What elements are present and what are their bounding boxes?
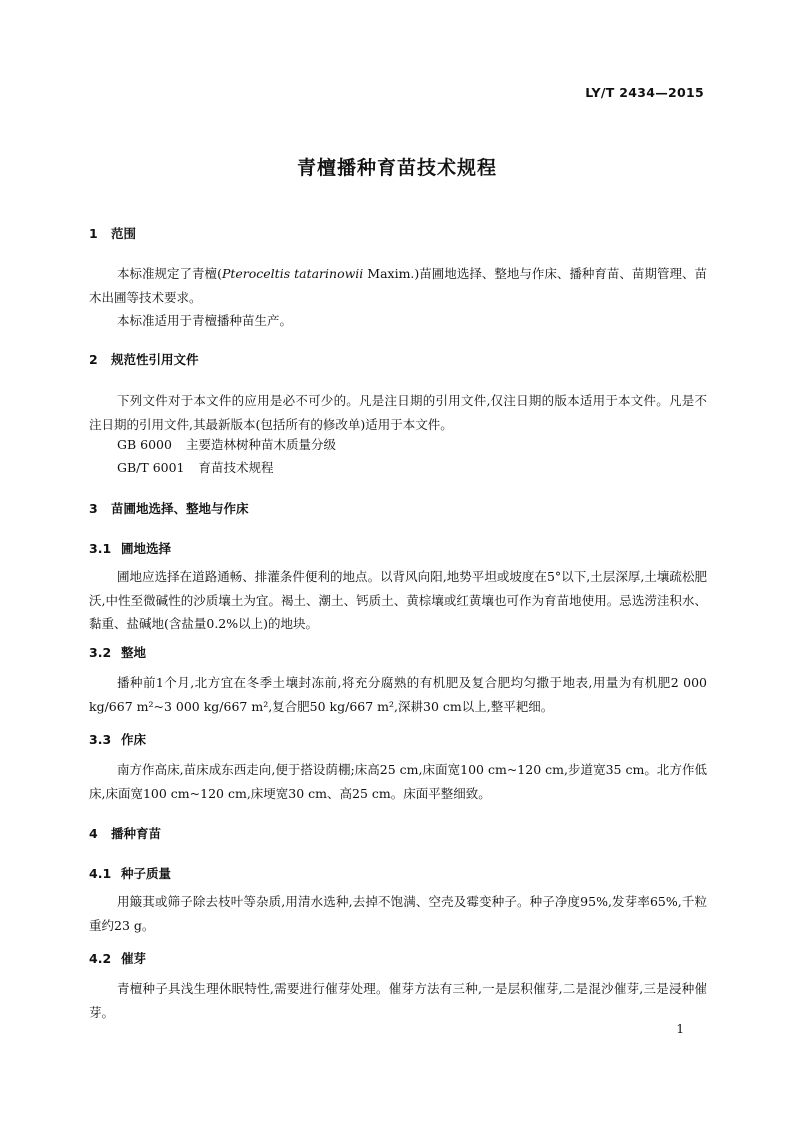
- standard-code: LY/T 2434—2015: [585, 85, 704, 100]
- normative-reference: [117, 456, 274, 480]
- reference-title: 育苗技术规程: [198, 460, 274, 475]
- section-number: 2: [89, 352, 98, 367]
- subsection-title: 种子质量: [121, 866, 172, 881]
- section-1-heading: [89, 225, 136, 243]
- subsection-number: 4.2: [89, 951, 112, 966]
- section-title: 苗圃地选择、整地与作床: [111, 501, 249, 516]
- reference-code: GB/T 6001: [117, 460, 185, 475]
- section-2-heading: [89, 351, 199, 369]
- subsection-3-3-paragraph: 南方作高床,苗床成东西走向,便于搭设荫棚;床高25 cm,床面宽100 cm~120 cm,步道宽35 cm。北方作低床,床面宽100 cm~120 cm,床埂宽30 cm、高25 cm。床面平整细致。: [89, 762, 707, 801]
- subsection-number: 3.2: [89, 645, 112, 660]
- subsection-title: 圃地选择: [121, 541, 172, 556]
- subsection-number: 3.1: [89, 541, 112, 556]
- section-title: 范围: [111, 226, 137, 241]
- section-title: 播种育苗: [111, 826, 162, 841]
- subsection-number: 4.1: [89, 866, 112, 881]
- section-number: 3: [89, 501, 98, 516]
- subsection-title: 作床: [121, 732, 147, 747]
- section-2-paragraph: 下列文件对于本文件的应用是必不可少的。凡是注日期的引用文件,仅注日期的版本适用于本文件。凡是不注日期的引用文件,其最新版本(包括所有的修改单)适用于本文件。: [89, 393, 707, 432]
- subsection-title: 催芽: [121, 951, 147, 966]
- subsection-4-2-paragraph: 青檀种子具浅生理休眠特性,需要进行催芽处理。催芽方法有三种,一是层积催芽,二是混沙催芽,三是浸种催芽。: [89, 981, 707, 1020]
- page-number: 1: [676, 1022, 684, 1036]
- section-number: 1: [89, 226, 98, 241]
- section-number: 4: [89, 826, 98, 841]
- section-4-heading: [89, 825, 161, 843]
- subsection-3-2-heading: [89, 644, 146, 662]
- normative-reference: [117, 433, 336, 457]
- section-title: 规范性引用文件: [111, 352, 199, 367]
- latin-species-name: Pteroceltis tatarinowii: [221, 266, 364, 281]
- subsection-3-1-heading: [89, 540, 171, 558]
- subsection-4-1-heading: [89, 865, 171, 883]
- subsection-3-2-paragraph: 播种前1个月,北方宜在冬季土壤封冻前,将充分腐熟的有机肥及复合肥均匀撒于地表,用量为有机肥2 000 kg/667 m²~3 000 kg/667 m²,复合肥50 kg/667 m²,深耕30 cm以上,整平耙细。: [89, 675, 707, 714]
- subsection-3-1-paragraph: 圃地应选择在道路通畅、排灌条件便利的地点。以背风向阳,地势平坦或坡度在5°以下,土层深厚,土壤疏松肥沃,中性至微碱性的沙质壤土为宜。褐土、潮土、钙质土、黄棕壤或红黄壤也可作为育苗地使用。忌选涝洼积水、黏重、盐碱地(含盐量0.2%以上)的地块。: [89, 569, 707, 631]
- subsection-number: 3.3: [89, 732, 112, 747]
- section-3-heading: [89, 500, 249, 518]
- subsection-4-1-paragraph: 用簸萁或筛子除去枝叶等杂质,用清水选种,去掉不饱满、空壳及霉变种子。种子净度95%,发芽率65%,千粒重约23 g。: [89, 894, 707, 933]
- reference-title: 主要造林树种苗木质量分级: [185, 437, 336, 452]
- section-1-paragraph-2: 本标准适用于青檀播种苗生产。: [117, 313, 293, 328]
- document-title: 青檀播种育苗技术规程: [296, 157, 497, 179]
- subsection-3-3-heading: [89, 731, 146, 749]
- reference-code: GB 6000: [117, 437, 172, 452]
- subsection-4-2-heading: [89, 950, 146, 968]
- subsection-title: 整地: [121, 645, 147, 660]
- section-1-paragraph-1: 本标准规定了青檀(Pteroceltis tatarinowii Maxim.)苗圃地选择、整地与作床、播种育苗、苗期管理、苗木出圃等技术要求。: [89, 266, 707, 305]
